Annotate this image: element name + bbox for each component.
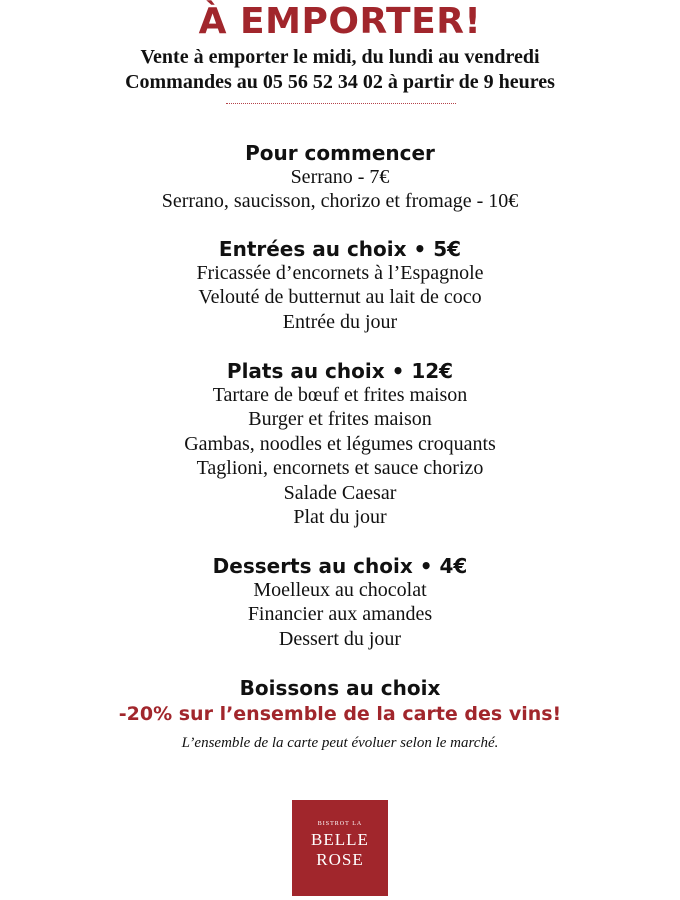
- section-entrees: [0, 237, 680, 334]
- menu-item: Gambas, noodles et légumes croquants: [184, 432, 496, 455]
- menu-item: Plat du jour: [293, 506, 387, 529]
- dotted-divider: [226, 103, 456, 104]
- menu-item: Burger et frites maison: [248, 408, 432, 431]
- logo-line2: ROSE: [316, 850, 364, 869]
- page-title: À EMPORTER!: [198, 1, 482, 42]
- section-title: Boissons au choix: [239, 676, 441, 700]
- section-title: Pour commencer: [245, 141, 435, 165]
- menu-item: Serrano, saucisson, chorizo et fromage - 10€: [161, 190, 519, 213]
- menu-item: Tartare de bœuf et frites maison: [212, 384, 468, 406]
- restaurant-logo: [292, 800, 388, 896]
- menu-item: Taglioni, encornets et sauce chorizo: [196, 457, 484, 480]
- logo-line1: BELLE: [311, 830, 369, 849]
- section-title: Desserts au choix • 4€: [212, 554, 468, 578]
- menu-item: Entrée du jour: [282, 310, 398, 333]
- menu-item: Financier aux amandes: [247, 603, 433, 626]
- menu-item: Velouté de butternut au lait de coco: [198, 286, 482, 309]
- section-title: Plats au choix • 12€: [226, 359, 454, 383]
- section-drinks: [0, 676, 680, 752]
- menu-note: L’ensemble de la carte peut évoluer selon le marché.: [181, 735, 499, 751]
- logo-small-text: BISTROT LA: [317, 821, 363, 827]
- section-mains: [0, 359, 680, 529]
- section-desserts: [0, 554, 680, 651]
- section-title: Entrées au choix • 5€: [218, 237, 462, 261]
- menu-item: Fricassée d’encornets à l’Espagnole: [196, 262, 484, 284]
- schedule-line: Vente à emporter le midi, du lundi au vendredi: [140, 46, 540, 68]
- menu-item: Serrano - 7€: [290, 166, 390, 188]
- order-phone-line: Commandes au 05 56 52 34 02 à partir de 9 heures: [125, 71, 555, 93]
- menu-item: Dessert du jour: [278, 627, 402, 650]
- wine-promo: -20% sur l’ensemble de la carte des vins!: [118, 703, 562, 725]
- section-starters: [0, 141, 680, 214]
- menu-item: Salade Caesar: [283, 481, 397, 504]
- menu-item: Moelleux au chocolat: [253, 579, 427, 601]
